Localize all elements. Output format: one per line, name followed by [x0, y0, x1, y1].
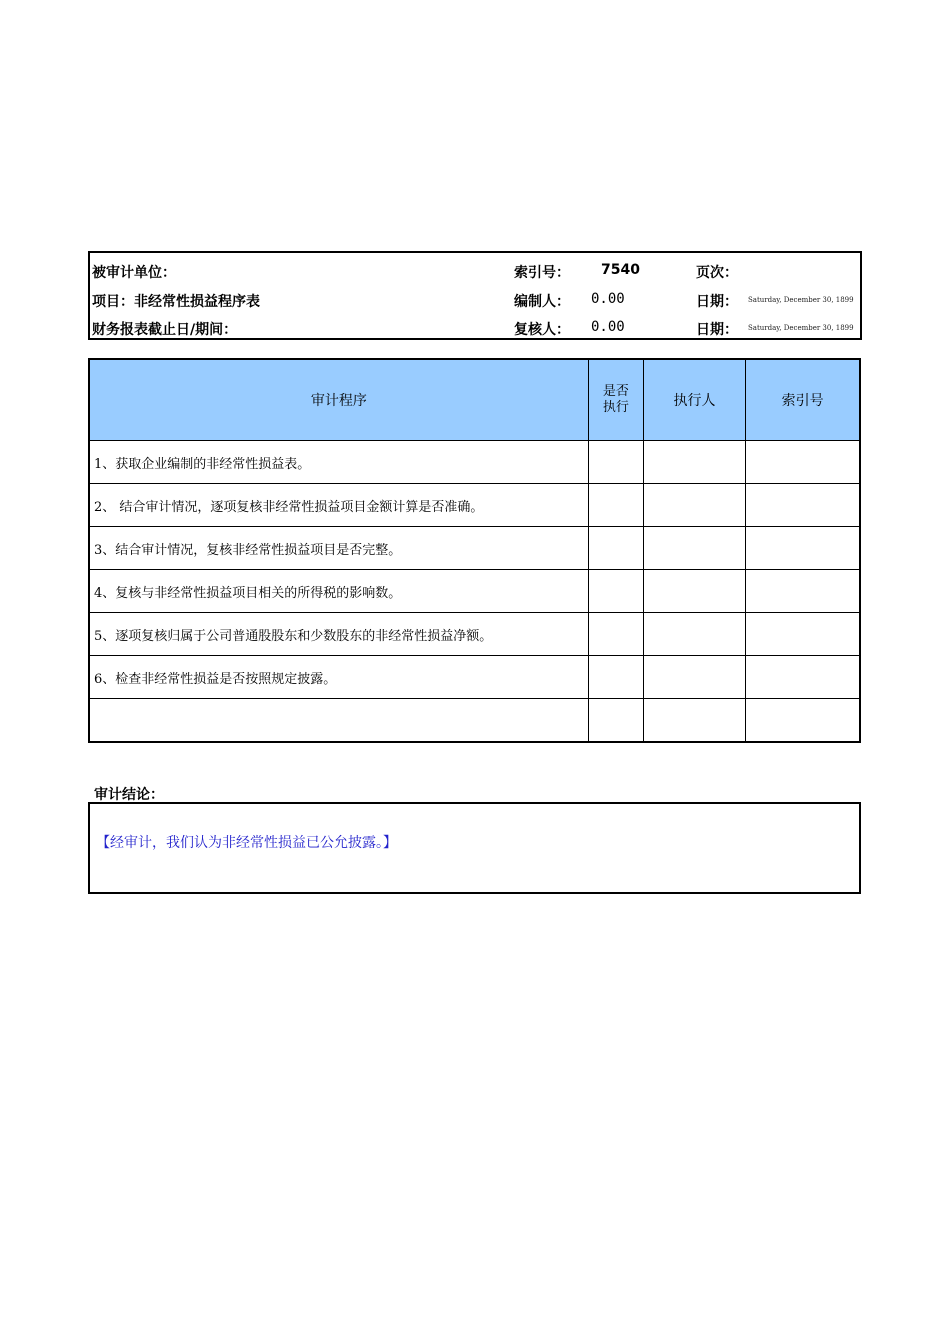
executed-cell[interactable] [588, 613, 643, 656]
table-row [89, 656, 860, 699]
date-value-2: Saturday, December 30, 1899 [748, 324, 854, 332]
executor-cell[interactable] [643, 527, 745, 570]
project-label: 项目：非经常性损益程序表 [92, 294, 260, 310]
index-cell[interactable] [746, 441, 860, 484]
audited-unit-label: 被审计单位： [92, 265, 176, 281]
table-row [89, 441, 860, 484]
executor-cell[interactable] [643, 570, 745, 613]
procedure-step[interactable]: 2、 结合审计情况，逐项复核非经常性损益项目金额计算是否准确。 [89, 484, 588, 527]
executed-cell[interactable] [588, 699, 643, 743]
date-value-1: Saturday, December 30, 1899 [748, 296, 854, 304]
index-cell[interactable] [746, 527, 860, 570]
index-cell[interactable] [746, 570, 860, 613]
header-executor: 执行人 [643, 359, 745, 441]
index-cell[interactable] [746, 613, 860, 656]
procedure-step[interactable]: 6、检查非经常性损益是否按照规定披露。 [89, 656, 588, 699]
header-executed-line1: 是否 [602, 384, 629, 399]
executor-cell[interactable] [643, 699, 745, 743]
header-row-period [90, 312, 860, 340]
executor-cell[interactable] [643, 656, 745, 699]
index-cell[interactable] [746, 699, 860, 743]
preparer-label: 编制人： [514, 294, 570, 310]
executed-cell[interactable] [588, 570, 643, 613]
index-cell[interactable] [746, 484, 860, 527]
table-row [89, 570, 860, 613]
executed-cell[interactable] [588, 441, 643, 484]
procedure-step[interactable]: 5、逐项复核归属于公司普通股股东和少数股东的非经常性损益净额。 [89, 613, 588, 656]
executed-cell[interactable] [588, 484, 643, 527]
executed-cell[interactable] [588, 527, 643, 570]
table-row [89, 484, 860, 527]
preparer-value: 0.00 [591, 291, 625, 307]
procedure-step[interactable]: 3、结合审计情况，复核非经常性损益项目是否完整。 [89, 527, 588, 570]
page-label: 页次： [696, 265, 738, 281]
index-cell[interactable] [746, 656, 860, 699]
executor-cell[interactable] [643, 613, 745, 656]
table-row [89, 613, 860, 656]
index-value: 7540 [601, 262, 640, 278]
table-header-row [89, 359, 860, 441]
reviewer-value: 0.00 [591, 319, 625, 335]
header-row-unit [90, 255, 860, 283]
index-label: 索引号： [514, 265, 570, 281]
conclusion-box[interactable] [88, 802, 861, 894]
period-label: 财务报表截止日/期间： [92, 322, 238, 338]
procedure-step[interactable]: 1、获取企业编制的非经常性损益表。 [89, 441, 588, 484]
header-index: 索引号 [746, 359, 860, 441]
table-row [89, 527, 860, 570]
header-executed-line2: 执行 [602, 400, 629, 415]
procedure-step[interactable] [89, 699, 588, 743]
table-row [89, 699, 860, 743]
reviewer-label: 复核人： [514, 322, 570, 338]
header-box [88, 251, 862, 340]
header-executed [588, 359, 643, 441]
procedure-step[interactable]: 4、复核与非经常性损益项目相关的所得税的影响数。 [89, 570, 588, 613]
date-label-2: 日期： [696, 322, 738, 338]
date-label-1: 日期： [696, 294, 738, 310]
header-procedure: 审计程序 [89, 359, 588, 441]
executor-cell[interactable] [643, 484, 745, 527]
procedure-table [88, 358, 861, 743]
executed-cell[interactable] [588, 656, 643, 699]
conclusion-text: 【经审计，我们认为非经常性损益已公允披露。】 [96, 835, 397, 851]
header-row-project [90, 284, 860, 312]
conclusion-label: 审计结论： [94, 787, 164, 803]
executor-cell[interactable] [643, 441, 745, 484]
